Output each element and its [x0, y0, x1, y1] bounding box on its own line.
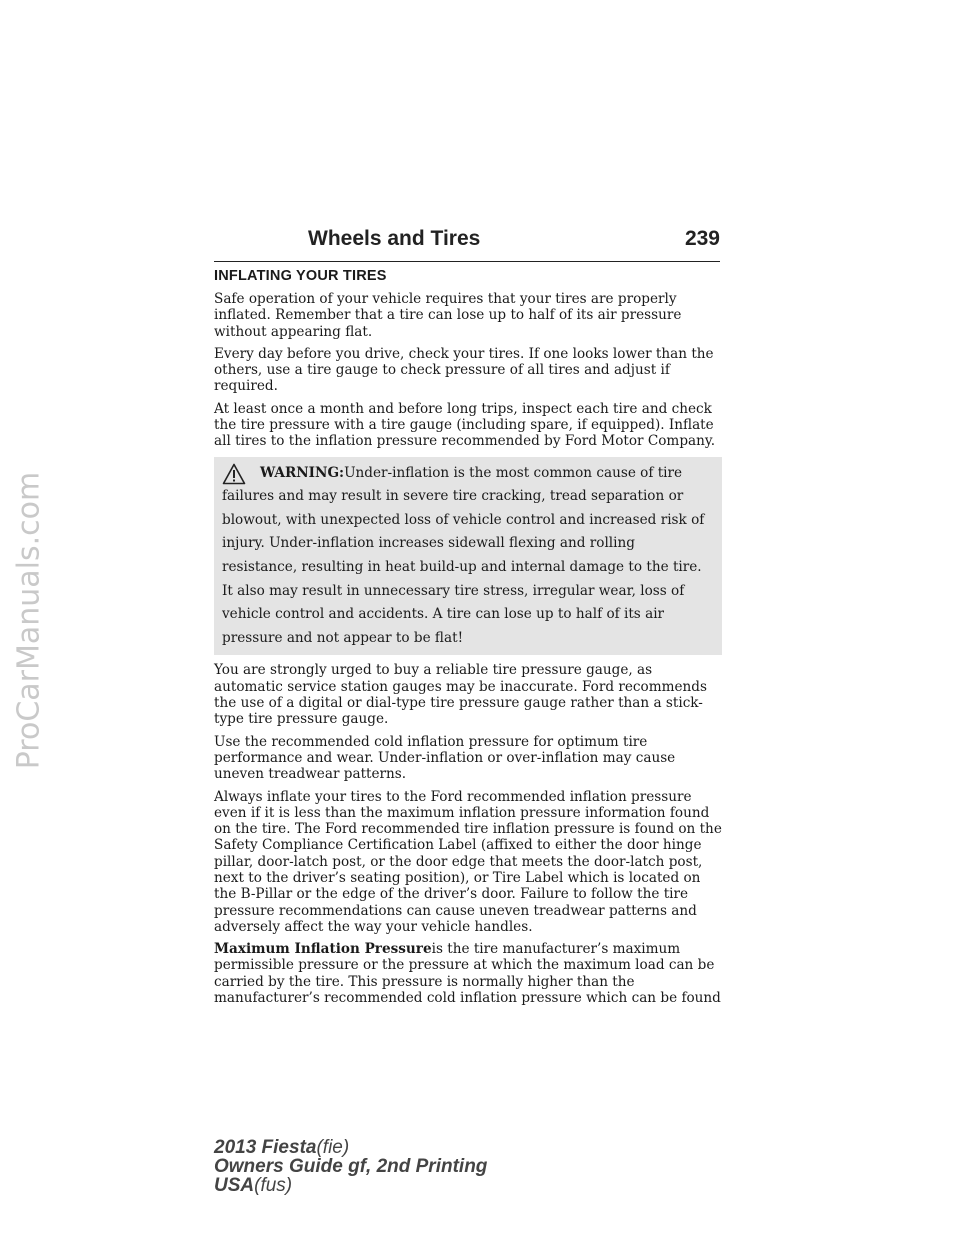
footer-model-code: (fie)	[316, 1137, 350, 1158]
warning-box	[214, 457, 722, 656]
warning-first-line-text: Under-inflation is the most common cause of tire	[344, 464, 683, 481]
max-inflation-paragraph	[214, 941, 722, 1006]
paragraph: Always inflate your tires to the Ford recommended inflation pressure even if it is less than the maximum inflation pressure information found on the tire. The Ford recommended tire inflation pressure is found on the Safety Compliance Certification Label (affixed to either the door hinge pillar, door-latch post, or the door edge that meets the door-latch post, next to the driver’s seating position), or Tire Label which is located on the B-Pillar or the edge of the driver’s door. Failure to follow the tire pressure recommendations can cause uneven treadwear patterns and adversely affect the way your vehicle handles.	[214, 788, 722, 935]
paragraph: Every day before you drive, check your tires. If one looks lower than the others, use a tire gauge to check pressure of all tires and adjust if required.	[214, 345, 714, 395]
paragraph: Use the recommended cold inflation pressure for optimum tire performance and wear. Under-inflation or over-inflation may cause uneven treadwear patterns.	[214, 733, 676, 783]
footer-guide: Owners Guide gf, 2nd Printing	[214, 1156, 488, 1177]
page-content	[214, 268, 722, 1012]
footer-line-market	[214, 1176, 487, 1195]
page-footer	[214, 1138, 487, 1195]
warning-label: WARNING:	[260, 464, 345, 481]
warning-triangle-icon	[222, 463, 246, 485]
warning-first-line	[222, 462, 714, 486]
paragraph: Safe operation of your vehicle requires that your tires are properly inflated. Remember that a tire can lose up to half of its air pressure without appearing flat.	[214, 291, 682, 340]
footer-model: 2013 Fiesta	[214, 1137, 317, 1158]
page-header	[214, 227, 720, 262]
paragraph: You are strongly urged to buy a reliable tire pressure gauge, as automatic service station gauges may be inaccurate. Ford recommends the use of a digital or dial-type tire pressure gauge rather than a stick-type tire pressure gauge.	[214, 662, 707, 728]
max-inflation-term: Maximum Inflation Pressure	[214, 941, 432, 958]
footer-market-code: (fus)	[254, 1175, 293, 1196]
warning-text: failures and may result in severe tire cracking, tread separation or blowout, with unexpected loss of vehicle control and increased risk of injury. Under-inflation increases sidewall flexing and rolling resistance, resulting in heat build-up and internal damage to the tire. It also may result in unnecessary tire stress, irregular wear, loss of vehicle control and accidents. A tire can lose up to half of its air pressure and not appear to be flat!	[222, 488, 705, 646]
page-number: 239	[684, 227, 720, 250]
footer-line-model	[214, 1138, 487, 1157]
footer-market: USA	[214, 1175, 255, 1196]
paragraph: At least once a month and before long trips, inspect each tire and check the tire pressure with a tire gauge (including spare, if equipped). Inflate all tires to the inflation pressure recommended by Ford Motor Company.	[214, 400, 716, 450]
section-heading: INFLATING YOUR TIRES	[214, 268, 387, 284]
max-inflation-text: is the tire manufacturer’s maximum permissible pressure or the pressure at which the maximum load can be carried by the tire. This pressure is normally higher than the manufacturer’s recommended cold inflation pressure which can be found	[214, 941, 721, 1007]
section-title: Wheels and Tires	[308, 227, 481, 250]
watermark	[4, 471, 54, 769]
footer-line-guide	[214, 1157, 487, 1176]
watermark-text: ProCarManuals.com	[11, 471, 47, 769]
